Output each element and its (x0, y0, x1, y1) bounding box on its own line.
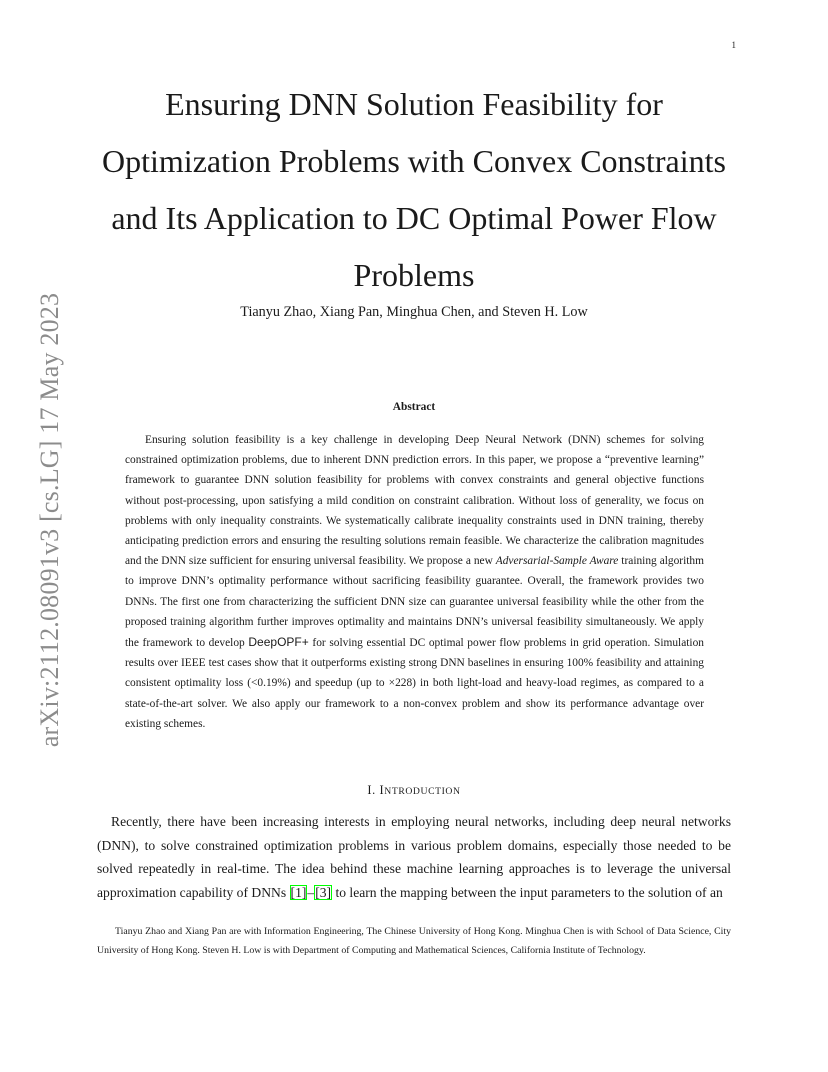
abstract-text-part-2: training algorithm to improve DNN’s optimality performance without sacrificing feasibility guarantee. Overall, the framework provides two DNNs. The first one from characterizing the sufficient DNN size can guarantee universal feasibility while the other from the proposed training algorithm further improves optimality and maintains DNN’s universal feasibility simultaneously. We apply the framework to develop (125, 555, 704, 650)
introduction-text-part-2: to learn the mapping between the input parameters to the solution of an (332, 884, 723, 900)
paper-title: Ensuring DNN Solution Feasibility for Optimization Problems with Convex Constraints and Its Application to DC Optimal Power Flow Problems (102, 86, 726, 293)
arxiv-identifier-stamp: arXiv:2112.08091v3 [cs.LG] 17 May 2023 (35, 292, 64, 748)
abstract-text-part-1: Ensuring solution feasibility is a key challenge in developing Deep Neural Network (DNN) schemes for solving constrained optimization problems, due to inherent DNN prediction errors. In this paper, we propose a “preventive learning” framework to guarantee DNN solution feasibility for problems with convex constraints and general objective functions without post-processing, upon satisfying a mild condition on constraint calibration. Without loss of generality, we focus on problems with only inequality constraints. We systematically calibrate inequality constraints used in DNN training, thereby anticipating prediction errors and ensuring the resulting solutions remain feasible. We characterize the calibration magnitudes and the DNN size sufficient for ensuring universal feasibility. We propose a new (125, 434, 704, 568)
method-name: DeepOPF+ (248, 635, 309, 650)
citation-link-3[interactable]: [3] (315, 884, 332, 900)
citation-range-dash: – (307, 884, 315, 900)
introduction-text (97, 810, 731, 904)
section-heading-introduction (92, 783, 736, 798)
introduction-text-part-1: Recently, there have been increasing interests in employing neural networks, including deep neural networks (DNN), to solve constrained optimization problems in various problem domains, especially those needed to be solved repeatedly in real-time. The idea behind these machine learning approaches is to leverage the universal approximation capability of DNNs (97, 814, 731, 900)
heading-glyph-run: NTRODUCTION (384, 786, 461, 797)
citation-link-1[interactable]: [1] (290, 884, 307, 900)
abstract-text-part-3: for solving essential DC optimal power flow problems in grid operation. Simulation results over IEEE test cases show that it outperforms existing strong DNN baselines in ensuring 100% feasibility and attaining consistent optimality loss (<0.19%) and speedup (up to ×228) in both light-load and heavy-load regimes, as compared to a state-of-the-art solver. We also apply our framework to a non-convex problem and show its performance advantage over existing schemes. (125, 637, 704, 730)
author-affiliation-footnote: Tianyu Zhao and Xiang Pan are with Information Engineering, The Chinese University of Hong Kong. Minghua Chen is with School of Data Science, City University of Hong Kong. Steven H. Low is with Department of Computing and Mathematical Sciences, California Institute of Technology. (97, 926, 731, 956)
heading-glyph-run: I. I (367, 783, 385, 797)
page-number: 1 (731, 40, 736, 50)
abstract-emphasis: Adversarial-Sample Aware (495, 555, 619, 568)
abstract-heading: Abstract (392, 401, 436, 413)
abstract-text (125, 430, 704, 734)
author-list: Tianyu Zhao, Xiang Pan, Minghua Chen, and Steven H. Low (240, 304, 588, 320)
